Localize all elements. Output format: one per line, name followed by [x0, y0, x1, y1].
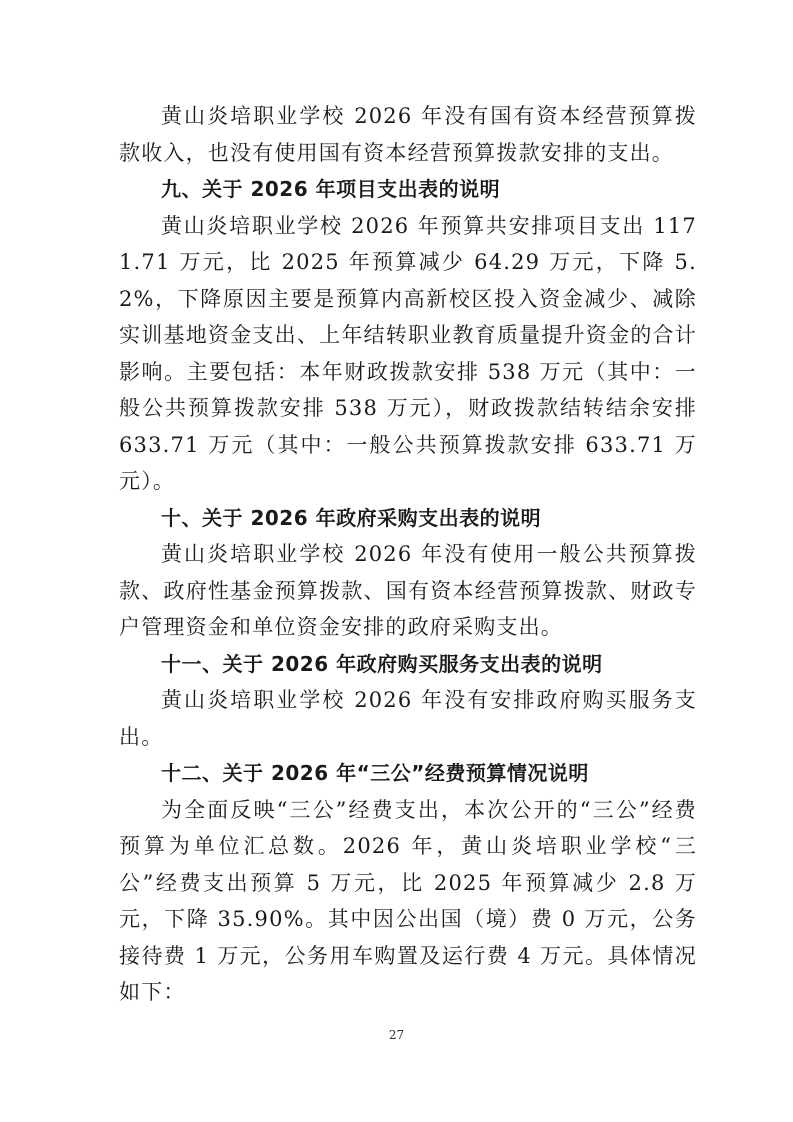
page-content [119, 98, 697, 1011]
page-number: 27 [388, 1028, 405, 1042]
paragraph-government-procurement: 黄山炎培职业学校 2026 年没有使用一般公共预算拨款、政府性基金预算拨款、国有资本经营预算拨款、财政专户管理资金和单位资金安排的政府采购支出。 [119, 542, 697, 639]
heading-section-9: 九、关于 2026 年项目支出表的说明 [161, 177, 501, 201]
heading-section-10: 十、关于 2026 年政府采购支出表的说明 [161, 505, 542, 530]
paragraph-three-public-expenses: 为全面反映“三公”经费支出，本次公开的“三公”经费预算为单位汇总数。2026 年，黄山炎培职业学校“三公”经费支出预算 5 万元，比 2025 年预算减少 2.8 万元，下降 35.90%。其中因公出国（境）费 0 万元，公务接待费 1 万元，公务用车购置及运行费 4 万元。具体情况如下： [119, 797, 697, 1004]
paragraph-government-service-purchase: 黄山炎培职业学校 2026 年没有安排政府购买服务支出。 [119, 688, 697, 749]
heading-section-11: 十一、关于 2026 年政府购买服务支出表的说明 [161, 651, 603, 676]
paragraph-state-capital-budget: 黄山炎培职业学校 2026 年没有国有资本经营预算拨款收入，也没有使用国有资本经营预算拨款安排的支出。 [119, 104, 697, 165]
paragraph-project-expenditure: 黄山炎培职业学校 2026 年预算共安排项目支出 1171.71 万元，比 2025 年预算减少 64.29 万元，下降 5.2%，下降原因主要是预算内高新校区投入资金减少、减除实训基地资金支出、上年结转职业教育质量提升资金的合计影响。主要包括：本年财政拨款安排 538 万元（其中：一般公共预算拨款安排 538 万元），财政拨款结转结余安排 633.71 万元（其中：一般公共预算拨款安排 633.71 万元）。 [119, 213, 697, 493]
heading-section-12: 十二、关于 2026 年“三公”经费预算情况说明 [161, 761, 589, 785]
